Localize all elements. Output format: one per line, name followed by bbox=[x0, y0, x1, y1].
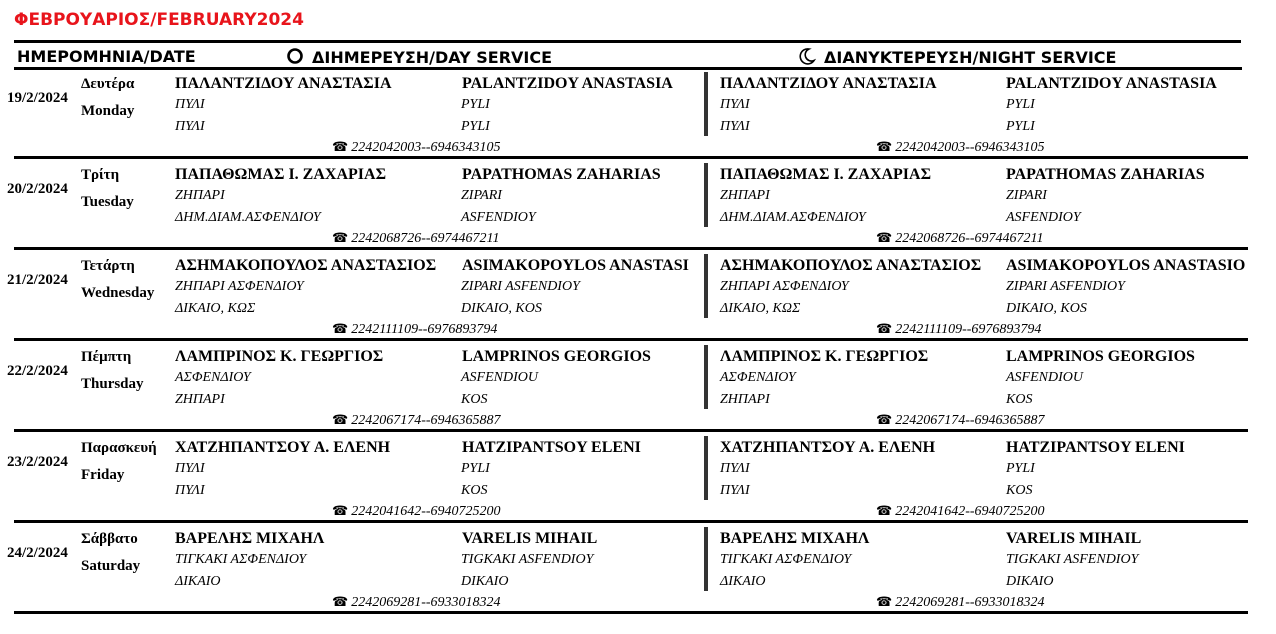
night-phone[interactable] bbox=[876, 139, 1045, 156]
night-pharmacist-name-greek: ΠΑΛΑΝΤΖΙΔΟΥ ΑΝΑΣΤΑΣΙΑ bbox=[720, 75, 937, 92]
schedule-row bbox=[0, 163, 1276, 255]
day-phone-number: 2242068726--6974467211 bbox=[351, 231, 500, 246]
row-date: 22/2/2024 bbox=[7, 363, 68, 379]
day-address-line2-english: DIKAIO, KOS bbox=[461, 301, 542, 316]
day-phone[interactable] bbox=[332, 594, 501, 611]
row-divider bbox=[14, 156, 1248, 159]
night-pharmacist-name-greek: ΒΑΡΕΛΗΣ ΜΙΧΑΗΛ bbox=[720, 530, 870, 547]
phone-icon: ☎ bbox=[332, 321, 349, 336]
phone-icon: ☎ bbox=[332, 230, 349, 245]
day-address-line2-english: KOS bbox=[461, 392, 488, 407]
day-pharmacist-name-greek: ΧΑΤΖΗΠΑΝΤΣΟΥ Α. ΕΛΕΝΗ bbox=[175, 439, 391, 456]
night-address-line2-english: DIKAIO bbox=[1006, 574, 1054, 589]
weekday-english: Friday bbox=[81, 467, 125, 483]
phone-icon: ☎ bbox=[332, 412, 349, 427]
day-address-line1-english: ZIPARI ASFENDIOY bbox=[461, 279, 580, 294]
day-address-line1-english: ASFENDIOU bbox=[461, 370, 538, 385]
day-phone-number: 2242042003--6946343105 bbox=[351, 140, 501, 155]
day-address-line2-greek: ΔΗΜ.ΔΙΑΜ.ΑΣΦΕΝΔΙΟΥ bbox=[175, 210, 321, 225]
night-address-line1-greek: ΖΗΠΑΡΙ ΑΣΦΕΝΔΙΟΥ bbox=[720, 279, 849, 294]
row-date: 19/2/2024 bbox=[7, 90, 68, 106]
row-date: 24/2/2024 bbox=[7, 545, 68, 561]
row-divider bbox=[14, 338, 1248, 341]
day-service-header bbox=[286, 47, 552, 69]
day-phone[interactable] bbox=[332, 412, 501, 429]
day-pharmacist-name-english: PALANTZIDOY ANASTASIA bbox=[462, 75, 673, 92]
weekday-greek: Παρασκευή bbox=[81, 440, 157, 456]
header-rule bbox=[14, 67, 1242, 70]
row-divider bbox=[14, 247, 1248, 250]
night-pharmacist-name-english: PALANTZIDOY ANASTASIA bbox=[1006, 75, 1217, 92]
day-pharmacist-name-greek: ΒΑΡΕΛΗΣ ΜΙΧΑΗΛ bbox=[175, 530, 325, 547]
phone-icon: ☎ bbox=[876, 139, 893, 154]
night-phone[interactable] bbox=[876, 503, 1045, 520]
day-address-line2-greek: ΔΙΚΑΙΟ, ΚΩΣ bbox=[175, 301, 256, 316]
night-pharmacist-name-english: PAPATHOMAS ZAHARIAS bbox=[1006, 166, 1205, 183]
day-address-line2-greek: ΔΙΚΑΙΟ bbox=[175, 574, 221, 589]
day-pharmacist-name-greek: ΠΑΛΑΝΤΖΙΔΟΥ ΑΝΑΣΤΑΣΙΑ bbox=[175, 75, 392, 92]
night-phone-number: 2242041642--6940725200 bbox=[895, 504, 1045, 519]
night-pharmacist-name-english: LAMPRINOS GEORGIOS bbox=[1006, 348, 1195, 365]
schedule-row bbox=[0, 72, 1276, 164]
night-pharmacist-name-greek: ΠΑΠΑΘΩΜΑΣ Ι. ΖΑΧΑΡΙΑΣ bbox=[720, 166, 932, 183]
day-address-line1-english: ZIPARI bbox=[461, 188, 502, 203]
night-phone-number: 2242111109--6976893794 bbox=[895, 322, 1042, 337]
schedule-row bbox=[0, 345, 1276, 437]
phone-icon: ☎ bbox=[876, 412, 893, 427]
phone-icon: ☎ bbox=[876, 503, 893, 518]
day-pharmacist-name-english: VARELIS MIHAIL bbox=[462, 530, 598, 547]
weekday-greek: Τετάρτη bbox=[81, 258, 135, 274]
day-pharmacist-name-greek: ΛΑΜΠΡΙΝΟΣ Κ. ΓΕΩΡΓΙΟΣ bbox=[175, 348, 384, 365]
phone-icon: ☎ bbox=[876, 594, 893, 609]
row-divider bbox=[14, 520, 1248, 523]
night-address-line1-greek: ΑΣΦΕΝΔΙΟΥ bbox=[720, 370, 796, 385]
page-title: ΦΕΒΡΟΥΑΡΙΟΣ/FEBRUARY2024 bbox=[14, 10, 304, 30]
phone-icon: ☎ bbox=[876, 321, 893, 336]
night-address-line1-english: ZIPARI ASFENDIOY bbox=[1006, 279, 1125, 294]
schedule-row bbox=[0, 436, 1276, 528]
night-address-line1-greek: ΠΥΛΙ bbox=[720, 461, 750, 476]
weekday-greek: Σάββατο bbox=[81, 531, 138, 547]
column-divider bbox=[704, 163, 708, 227]
night-address-line1-greek: ΤΙΓΚΑΚΙ ΑΣΦΕΝΔΙΟΥ bbox=[720, 552, 852, 567]
day-address-line2-english: DIKAIO bbox=[461, 574, 509, 589]
day-address-line1-greek: ΖΗΠΑΡΙ ΑΣΦΕΝΔΙΟΥ bbox=[175, 279, 304, 294]
day-address-line1-english: PYLI bbox=[461, 97, 490, 112]
night-phone-number: 2242067174--6946365887 bbox=[895, 413, 1045, 428]
night-phone[interactable] bbox=[876, 321, 1041, 338]
weekday-english: Saturday bbox=[81, 558, 141, 574]
day-phone[interactable] bbox=[332, 230, 500, 247]
night-pharmacist-name-greek: ΑΣΗΜΑΚΟΠΟΥΛΟΣ ΑΝΑΣΤΑΣΙΟΣ bbox=[720, 257, 982, 274]
weekday-greek: Τρίτη bbox=[81, 167, 120, 183]
weekday-english: Thursday bbox=[81, 376, 144, 392]
day-address-line2-english: PYLI bbox=[461, 119, 490, 134]
phone-icon: ☎ bbox=[876, 230, 893, 245]
night-service-header bbox=[798, 47, 1116, 69]
night-phone[interactable] bbox=[876, 412, 1045, 429]
night-address-line1-english: PYLI bbox=[1006, 461, 1035, 476]
weekday-greek: Δευτέρα bbox=[81, 76, 135, 92]
night-address-line2-english: KOS bbox=[1006, 483, 1033, 498]
column-divider bbox=[704, 527, 708, 591]
night-phone-number: 2242068726--6974467211 bbox=[895, 231, 1044, 246]
night-address-line2-greek: ΔΗΜ.ΔΙΑΜ.ΑΣΦΕΝΔΙΟΥ bbox=[720, 210, 866, 225]
weekday-english: Monday bbox=[81, 103, 135, 119]
night-address-line1-english: ASFENDIOU bbox=[1006, 370, 1083, 385]
night-address-line2-greek: ΖΗΠΑΡΙ bbox=[720, 392, 770, 407]
row-date: 20/2/2024 bbox=[7, 181, 68, 197]
phone-icon: ☎ bbox=[332, 139, 349, 154]
row-divider bbox=[14, 611, 1248, 614]
moon-icon bbox=[798, 47, 816, 69]
day-address-line1-greek: ΑΣΦΕΝΔΙΟΥ bbox=[175, 370, 251, 385]
night-pharmacist-name-greek: ΧΑΤΖΗΠΑΝΤΣΟΥ Α. ΕΛΕΝΗ bbox=[720, 439, 936, 456]
night-address-line1-greek: ΖΗΠΑΡΙ bbox=[720, 188, 770, 203]
schedule-row bbox=[0, 254, 1276, 346]
date-column-header bbox=[17, 47, 196, 66]
day-address-line2-greek: ΖΗΠΑΡΙ bbox=[175, 392, 225, 407]
day-address-line2-greek: ΠΥΛΙ bbox=[175, 119, 205, 134]
day-pharmacist-name-english: ASIMAKOPOYLOS ANASTASI bbox=[462, 257, 689, 274]
row-date: 23/2/2024 bbox=[7, 454, 68, 470]
night-pharmacist-name-english: HATZIPANTSOY ELENI bbox=[1006, 439, 1185, 456]
column-divider bbox=[704, 72, 708, 136]
night-address-line2-greek: ΠΥΛΙ bbox=[720, 119, 750, 134]
top-rule bbox=[14, 40, 1241, 43]
row-divider bbox=[14, 429, 1248, 432]
night-phone-number: 2242042003--6946343105 bbox=[895, 140, 1045, 155]
night-service-label: ΔΙΑΝΥΚΤΕΡΕΥΣΗ/NIGHT SERVICE bbox=[824, 48, 1117, 67]
weekday-greek: Πέμπτη bbox=[81, 349, 132, 365]
night-address-line2-english: KOS bbox=[1006, 392, 1033, 407]
day-pharmacist-name-greek: ΑΣΗΜΑΚΟΠΟΥΛΟΣ ΑΝΑΣΤΑΣΙΟΣ bbox=[175, 257, 437, 274]
night-pharmacist-name-greek: ΛΑΜΠΡΙΝΟΣ Κ. ΓΕΩΡΓΙΟΣ bbox=[720, 348, 929, 365]
day-service-label: ΔΙΗΜΕΡΕΥΣΗ/DAY SERVICE bbox=[312, 48, 553, 67]
night-pharmacist-name-english: VARELIS MIHAIL bbox=[1006, 530, 1142, 547]
night-address-line1-english: PYLI bbox=[1006, 97, 1035, 112]
day-address-line1-english: TIGKAKI ASFENDIOY bbox=[461, 552, 594, 567]
sun-icon bbox=[286, 47, 304, 69]
day-pharmacist-name-english: HATZIPANTSOY ELENI bbox=[462, 439, 641, 456]
night-address-line2-greek: ΔΙΚΑΙΟ bbox=[720, 574, 766, 589]
night-address-line2-greek: ΠΥΛΙ bbox=[720, 483, 750, 498]
night-address-line1-greek: ΠΥΛΙ bbox=[720, 97, 750, 112]
column-divider bbox=[704, 436, 708, 500]
column-divider bbox=[704, 254, 708, 318]
day-pharmacist-name-english: PAPATHOMAS ZAHARIAS bbox=[462, 166, 661, 183]
day-pharmacist-name-greek: ΠΑΠΑΘΩΜΑΣ Ι. ΖΑΧΑΡΙΑΣ bbox=[175, 166, 387, 183]
night-phone[interactable] bbox=[876, 594, 1045, 611]
day-phone-number: 2242041642--6940725200 bbox=[351, 504, 501, 519]
night-address-line2-english: DIKAIO, KOS bbox=[1006, 301, 1087, 316]
night-address-line2-english: PYLI bbox=[1006, 119, 1035, 134]
day-address-line1-greek: ΠΥΛΙ bbox=[175, 97, 205, 112]
day-phone-number: 2242069281--6933018324 bbox=[351, 595, 501, 610]
date-column-label: ΗΜΕΡΟΜΗΝΙΑ/DATE bbox=[17, 47, 196, 66]
phone-icon: ☎ bbox=[332, 503, 349, 518]
column-divider bbox=[704, 345, 708, 409]
night-phone-number: 2242069281--6933018324 bbox=[895, 595, 1045, 610]
day-phone[interactable] bbox=[332, 503, 501, 520]
phone-icon: ☎ bbox=[332, 594, 349, 609]
night-address-line1-english: ZIPARI bbox=[1006, 188, 1047, 203]
weekday-english: Wednesday bbox=[81, 285, 155, 301]
night-address-line2-english: ASFENDIOY bbox=[1006, 210, 1081, 225]
row-date: 21/2/2024 bbox=[7, 272, 68, 288]
day-phone[interactable] bbox=[332, 321, 497, 338]
day-address-line2-greek: ΠΥΛΙ bbox=[175, 483, 205, 498]
day-pharmacist-name-english: LAMPRINOS GEORGIOS bbox=[462, 348, 651, 365]
schedule-row bbox=[0, 527, 1276, 619]
night-phone[interactable] bbox=[876, 230, 1044, 247]
day-phone-number: 2242067174--6946365887 bbox=[351, 413, 501, 428]
day-address-line2-english: KOS bbox=[461, 483, 488, 498]
night-address-line1-english: TIGKAKI ASFENDIOY bbox=[1006, 552, 1139, 567]
day-address-line2-english: ASFENDIOY bbox=[461, 210, 536, 225]
night-address-line2-greek: ΔΙΚΑΙΟ, ΚΩΣ bbox=[720, 301, 801, 316]
day-address-line1-greek: ΠΥΛΙ bbox=[175, 461, 205, 476]
day-phone-number: 2242111109--6976893794 bbox=[351, 322, 498, 337]
day-address-line1-english: PYLI bbox=[461, 461, 490, 476]
day-phone[interactable] bbox=[332, 139, 501, 156]
day-address-line1-greek: ΖΗΠΑΡΙ bbox=[175, 188, 225, 203]
weekday-english: Tuesday bbox=[81, 194, 134, 210]
day-address-line1-greek: ΤΙΓΚΑΚΙ ΑΣΦΕΝΔΙΟΥ bbox=[175, 552, 307, 567]
night-pharmacist-name-english: ASIMAKOPOYLOS ANASTASIO bbox=[1006, 257, 1246, 274]
